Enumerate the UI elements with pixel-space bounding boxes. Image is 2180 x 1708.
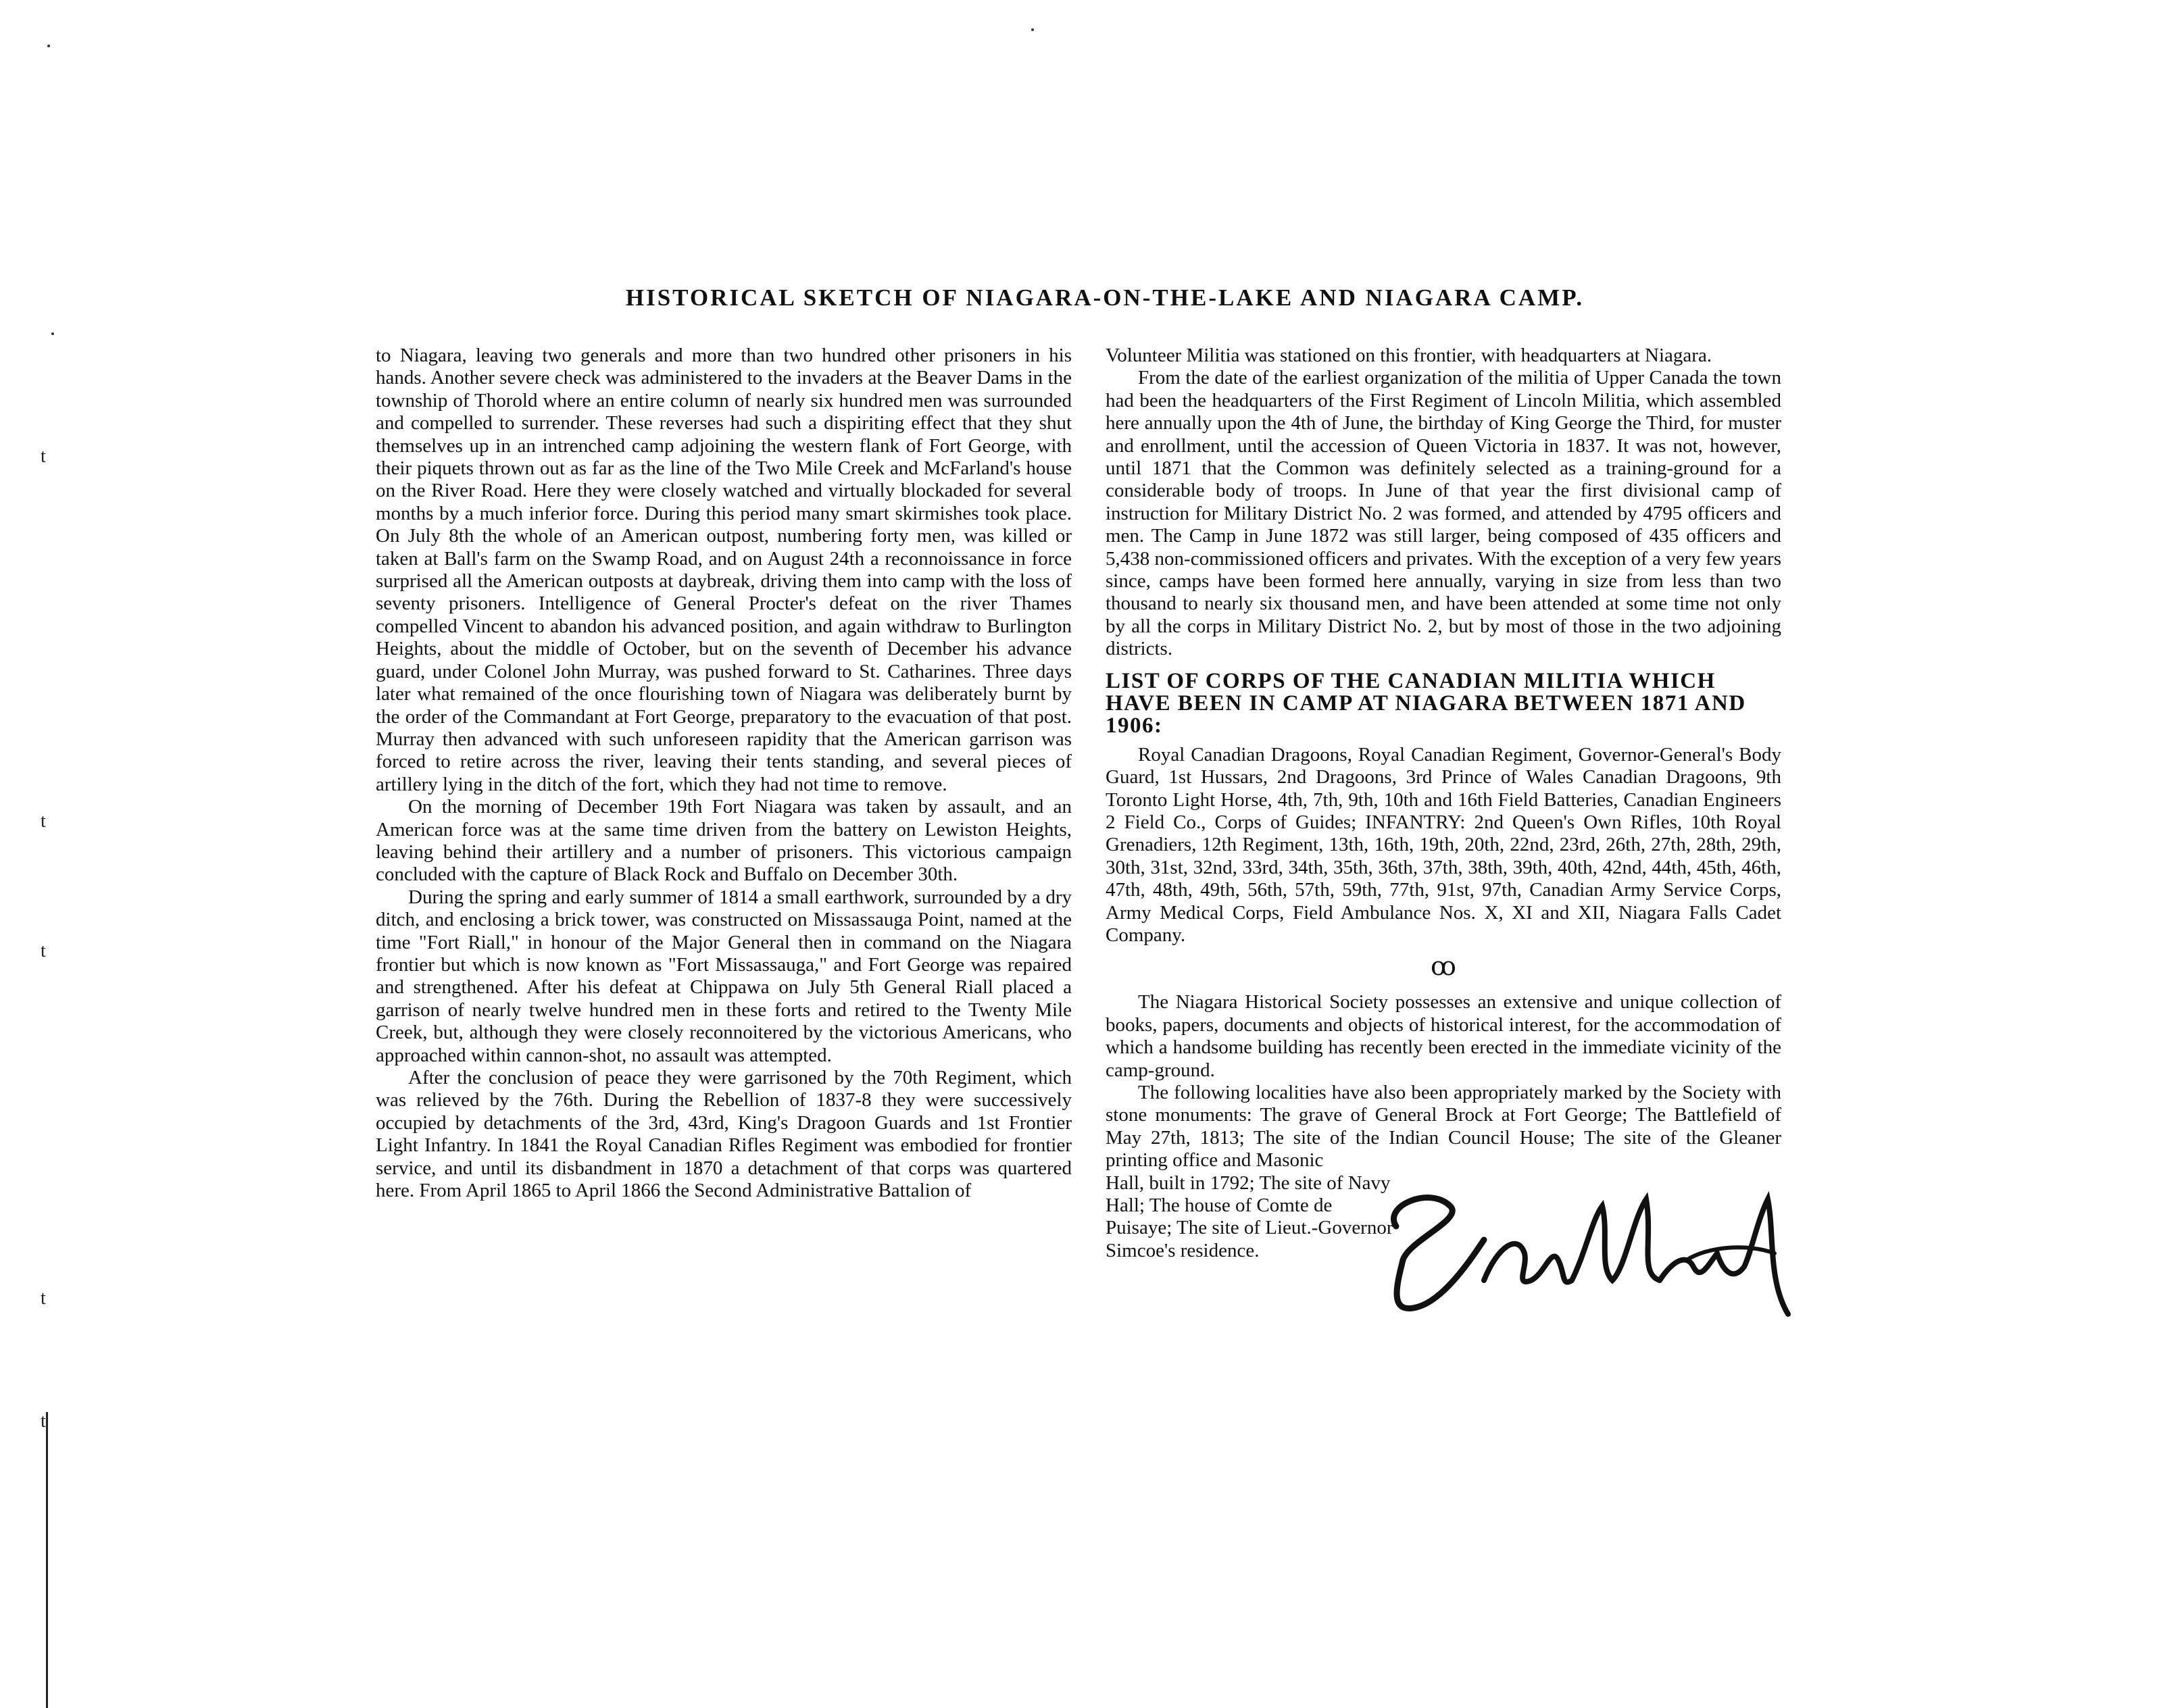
ornament-divider: ꝏ xyxy=(1431,953,1456,982)
body-paragraph: Hall, built in 1792; The site of Navy Hall; The house of Comte de Puisaye; The site of Lieut.-Governor Simcoe's residence. xyxy=(1106,1172,1393,1261)
body-paragraph: During the spring and early summer of 1814 a small earthwork, surrounded by a dry ditch, and enclosing a brick tower, was constructed on Missassauga Point, named at the time "Fort Riall," in honour of the Major General then in command on the Niagara frontier but which is now known as "Fort Missassauga," and Fort George was repaired and strengthened. After his defeat at Chippawa on July 5th General Riall placed a garrison of nearly twelve hundred men in these forts and retired to the Twenty Mile Creek, but, although they were closely reconnoitered by the victorious Americans, who approached within cannon-shot, no assault was attempted. xyxy=(376,886,1072,1066)
margin-rule xyxy=(46,1412,48,1708)
scan-speck xyxy=(51,332,54,335)
scan-speck xyxy=(1031,28,1034,31)
signature-block xyxy=(1106,1172,1781,1263)
body-paragraph: On the morning of December 19th Fort Niagara was taken by assault, and an American force was at the same time driven from the battery on Lewiston Heights, leaving behind their artillery and a number of prisoners. This victorious campaign concluded with the capture of Black Rock and Buffalo on December 30th. xyxy=(376,796,1072,886)
body-paragraph: The following localities have also been appropriately marked by the Society with stone monuments: The grave of General Brock at Fort George; The Battlefield of May 27th, 1813; The site of the Indian Council House; The site of the Gleaner printing office and Masonic xyxy=(1106,1081,1781,1172)
scan-speck xyxy=(47,45,50,47)
page-title: HISTORICAL SKETCH OF NIAGARA-ON-THE-LAKE AND NIAGARA CAMP. xyxy=(625,284,1585,311)
body-paragraph: to Niagara, leaving two generals and more than two hundred other prisoners in his hands. Another severe check was administered to the invaders at the Beaver Dams in the township of Thorold where an entire column of nearly six hundred men was surrounded and compelled to surrender. These reverses had such a dispiriting effect that they shut themselves up in an intrenched camp adjoining the western flank of Fort George, with their piquets thrown out as far as the line of the Two Mile Creek and McFarland's house on the River Road. Here they were closely watched and virtually blockaded for several months by a much inferior force. During this period many smart skirmishes took place. On July 8th the whole of an American outpost, numbering forty men, was killed or taken at Ball's farm on the Swamp Road, and on August 24th a reconnoissance in force surprised all the American outposts at daybreak, driving them into camp with the loss of seventy prisoners. Intelligence of General Procter's defeat on the river Thames compelled Vincent to abandon his advanced position, and again withdraw to Burlington Heights, about the middle of October, but on the seventh of December his advance guard, under Colonel John Murray, was pushed forward to St. Catharines. Three days later what remained of the once flourishing town of Niagara was deliberately burnt by the order of the Commandant at Fort George, preparatory to the evacuation of that post. Murray then advanced with such unforeseen rapidity that the American garrison was forced to retire across the river, leaving their tents standing, and several pieces of artillery lying in the ditch of the fort, which they had not time to remove. xyxy=(376,345,1072,795)
signature-image xyxy=(1369,1179,1802,1328)
body-paragraph: Volunteer Militia was stationed on this frontier, with headquarters at Niagara. xyxy=(1106,345,1712,366)
corps-list: Royal Canadian Dragoons, Royal Canadian Regiment, Governor-General's Body Guard, 1st Hussars, 2nd Dragoons, 3rd Prince of Wales Canadian Dragoons, 9th Toronto Light Horse, 4th, 7th, 9th, 10th and 16th Field Batteries, Canadian Engineers 2 Field Co., Corps of Guides; INFANTRY: 2nd Queen's Own Rifles, 10th Royal Grenadiers, 12th Regiment, 13th, 16th, 19th, 20th, 22nd, 23rd, 26th, 27th, 28th, 29th, 30th, 31st, 32nd, 33rd, 34th, 35th, 36th, 37th, 38th, 39th, 40th, 42nd, 44th, 45th, 46th, 47th, 48th, 49th, 56th, 57th, 59th, 77th, 91st, 97th, Canadian Army Service Corps, Army Medical Corps, Field Ambulance Nos. X, XI and XII, Niagara Falls Cadet Company. xyxy=(1106,743,1781,946)
margin-mark: t xyxy=(41,1288,46,1309)
margin-mark: t xyxy=(41,940,46,961)
body-paragraph: After the conclusion of peace they were garrisoned by the 70th Regiment, which was relieved by the 76th. During the Rebellion of 1837-8 they were successively occupied by detachments of the 3rd, 43rd, King's Dragoon Guards and 1st Frontier Light Infantry. In 1841 the Royal Canadian Rifles Regiment was embodied for frontier service, and until its disbandment in 1870 a detachment of that corps was quartered here. From April 1865 to April 1866 the Second Administrative Battalion of xyxy=(376,1067,1072,1202)
margin-mark: t xyxy=(41,446,46,467)
margin-mark: t xyxy=(41,1411,46,1432)
body-paragraph: The Niagara Historical Society possesses an extensive and unique collection of books, papers, documents and objects of historical interest, for the accommodation of which a handsome building has recently been erected in the immediate vicinity of the camp-ground. xyxy=(1106,991,1781,1081)
left-column xyxy=(376,345,1072,1202)
margin-mark: t xyxy=(41,811,46,832)
right-column xyxy=(1106,345,1781,1262)
body-paragraph: From the date of the earliest organization of the militia of Upper Canada the town had been the headquarters of the First Regiment of Lincoln Militia, which assembled here annually upon the 4th of June, the birthday of King George the Third, for muster and enrollment, until the accession of Queen Victoria in 1837. It was not, however, until 1871 that the Common was definitely selected as a training-ground for a considerable body of troops. In June of that year the first divisional camp of instruction for Military District No. 2 was formed, and attended by 4795 officers and men. The Camp in June 1872 was still larger, being composed of 435 officers and 5,438 non-commissioned officers and privates. With the exception of a very few years since, camps have been formed here annually, varying in size from less than two thousand to nearly six thousand men, and have been attended at some time not only by all the corps in Military District No. 2, but by most of those in the two adjoining districts. xyxy=(1106,367,1781,660)
corps-list-heading: LIST OF CORPS OF THE CANADIAN MILITIA WHICH HAVE BEEN IN CAMP AT NIAGARA BETWEEN 1871 AND 1906: xyxy=(1106,668,1746,738)
